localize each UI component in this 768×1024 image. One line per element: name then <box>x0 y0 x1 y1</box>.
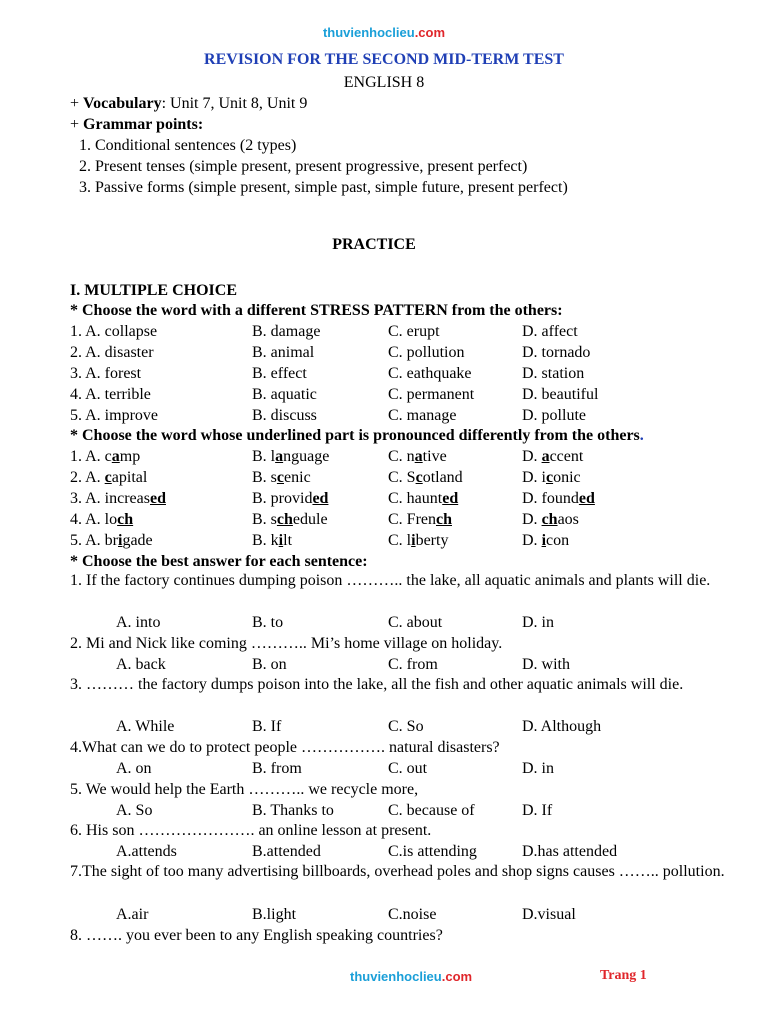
pronunciation-option: D. icon <box>522 532 570 549</box>
stress-option: B. effect <box>252 365 307 382</box>
underlined-part: ed <box>578 490 595 507</box>
stress-option: 2. A. disaster <box>70 344 154 361</box>
underlined-part: a <box>541 448 550 465</box>
section-title: I. MULTIPLE CHOICE <box>70 282 237 299</box>
answer-option: C. because of <box>388 802 475 819</box>
pronunciation-option: B. language <box>252 448 330 465</box>
stress-option: D. beautiful <box>522 386 599 403</box>
underlined-part: c <box>546 469 554 486</box>
answer-option: A.air <box>116 906 149 923</box>
answer-option: A. into <box>116 614 161 631</box>
footer-site[interactable]: thuvienhoclieu.com <box>350 969 473 984</box>
pronunciation-option: B. provided <box>252 490 329 507</box>
pronunciation-option: C. haunted <box>388 490 459 507</box>
answer-option: C. So <box>388 718 424 735</box>
underlined-part: ch <box>117 511 134 528</box>
answer-option: A. While <box>116 718 175 735</box>
underlined-part: i <box>118 532 123 549</box>
stress-option: 5. A. improve <box>70 407 158 424</box>
pronunciation-option: 5. A. brigade <box>70 532 153 549</box>
vocabulary-line: + Vocabulary: Unit 7, Unit 8, Unit 9 <box>70 95 308 112</box>
answer-option: C. out <box>388 760 428 777</box>
answer-option: B. to <box>252 614 284 631</box>
question-5: 5. We would help the Earth ……….. we recycle more, <box>70 781 419 798</box>
answer-option: D. with <box>522 656 570 673</box>
stress-option: B. discuss <box>252 407 317 424</box>
stress-option: D. tornado <box>522 344 591 361</box>
underlined-part: ch <box>276 511 293 528</box>
answer-option: C.noise <box>388 906 437 923</box>
answer-option: A. on <box>116 760 152 777</box>
pronunciation-option: C. Scotland <box>388 469 463 486</box>
underlined-part: a <box>111 448 120 465</box>
question-6: 6. His son …………………. an online lesson at present. <box>70 822 432 839</box>
stress-option: 3. A. forest <box>70 365 142 382</box>
answer-option: D. in <box>522 760 554 777</box>
answer-option: C. from <box>388 656 438 673</box>
stress-option: D. affect <box>522 323 578 340</box>
answer-option: B. Thanks to <box>252 802 334 819</box>
underlined-part: i <box>278 532 284 549</box>
answer-option: B. on <box>252 656 287 673</box>
stress-option: C. pollution <box>388 344 465 361</box>
underlined-part: c <box>104 469 112 486</box>
answer-option: B.light <box>252 906 297 923</box>
underlined-part: ch <box>436 511 452 528</box>
grammar-point: 3. Passive forms (simple present, simple past, simple future, present perfect) <box>79 179 568 196</box>
question-7: 7.The sight of too many advertising billboards, overhead poles and shop signs causes …….. pollution. <box>70 863 725 880</box>
answer-option: A. So <box>116 802 153 819</box>
underlined-part: ed <box>312 490 329 507</box>
stress-option: B. aquatic <box>252 386 317 403</box>
grammar-point: 2. Present tenses (simple present, present progressive, present perfect) <box>79 158 528 175</box>
answer-option: C. about <box>388 614 443 631</box>
pronunciation-option: D. founded <box>522 490 595 507</box>
pronunciation-option: 1. A. camp <box>70 448 141 465</box>
answer-option: D.has attended <box>522 843 618 860</box>
underlined-part: ed <box>149 490 166 507</box>
answer-option: B. If <box>252 718 282 735</box>
underlined-part: ch <box>541 511 558 528</box>
answer-option: B. from <box>252 760 302 777</box>
answer-option: A.attends <box>116 843 177 860</box>
pronunciation-option: C. French <box>388 511 452 528</box>
answer-option: A. back <box>116 656 166 673</box>
pronunciation-option: D. accent <box>522 448 584 465</box>
site-name: thuvienhoclieu <box>322 25 415 40</box>
page-number: Trang 1 <box>600 968 647 983</box>
doc-title: REVISION FOR THE SECOND MID-TERM TEST <box>204 51 564 68</box>
stress-option: 1. A. collapse <box>70 323 158 340</box>
answer-option: D. If <box>522 802 553 819</box>
question-1: 1. If the factory continues dumping poison ……….. the lake, all aquatic animals and plants will die. <box>70 572 711 589</box>
stress-option: B. animal <box>252 344 315 361</box>
question-4: 4.What can we do to protect people ……………. natural disasters? <box>70 739 500 756</box>
pronunciation-option: B. kilt <box>252 532 293 549</box>
stress-option: C. manage <box>388 407 457 424</box>
doc-subtitle: ENGLISH 8 <box>343 74 425 91</box>
stress-instruction: * Choose the word with a different STRESS PATTERN from the others: <box>70 302 563 319</box>
stress-option: C. erupt <box>388 323 440 340</box>
underlined-part: a <box>414 448 423 465</box>
underlined-part: i <box>541 532 547 549</box>
pronunciation-instruction: * Choose the word whose underlined part is pronounced differently from the others. <box>70 427 644 444</box>
stress-option: D. station <box>522 365 585 382</box>
pronunciation-option: C. liberty <box>388 532 449 549</box>
pronunciation-option: 2. A. capital <box>70 469 148 486</box>
stress-option: B. damage <box>252 323 321 340</box>
best-answer-instruction: * Choose the best answer for each sentence: <box>70 553 368 570</box>
answer-option: D. Although <box>522 718 602 735</box>
answer-option: D. in <box>522 614 554 631</box>
underlined-part: c <box>415 469 423 486</box>
pronunciation-option: D. chaos <box>522 511 579 528</box>
pronunciation-option: C. native <box>388 448 447 465</box>
question-8: 8. ……. you ever been to any English speaking countries? <box>70 927 443 944</box>
practice-heading: PRACTICE <box>332 236 416 253</box>
underlined-part: c <box>276 469 285 486</box>
pronunciation-option: 4. A. loch <box>70 511 134 528</box>
site-header[interactable] <box>0 22 768 43</box>
stress-option: 4. A. terrible <box>70 386 151 403</box>
stress-option: D. pollute <box>522 407 586 424</box>
question-2: 2. Mi and Nick like coming ……….. Mi’s home village on holiday. <box>70 635 503 652</box>
question-3: 3. ……… the factory dumps poison into the lake, all the fish and other aquatic animals will die. <box>70 676 684 693</box>
pronunciation-option: D. iconic <box>522 469 581 486</box>
answer-option: B.attended <box>252 843 321 860</box>
answer-option: D.visual <box>522 906 576 923</box>
stress-option: C. eathquake <box>388 365 472 382</box>
pronunciation-option: B. schedule <box>252 511 328 528</box>
pronunciation-option: B. scenic <box>252 469 311 486</box>
grammar-heading: + Grammar points: <box>70 116 204 133</box>
underlined-part: i <box>411 532 416 549</box>
pronunciation-option: 3. A. increased <box>70 490 166 507</box>
underlined-part: ed <box>442 490 459 507</box>
stress-option: C. permanent <box>388 386 475 403</box>
answer-option: C.is attending <box>388 843 477 860</box>
site-domain: .com <box>414 25 446 40</box>
grammar-point: 1. Conditional sentences (2 types) <box>79 137 297 154</box>
underlined-part: a <box>275 448 284 465</box>
